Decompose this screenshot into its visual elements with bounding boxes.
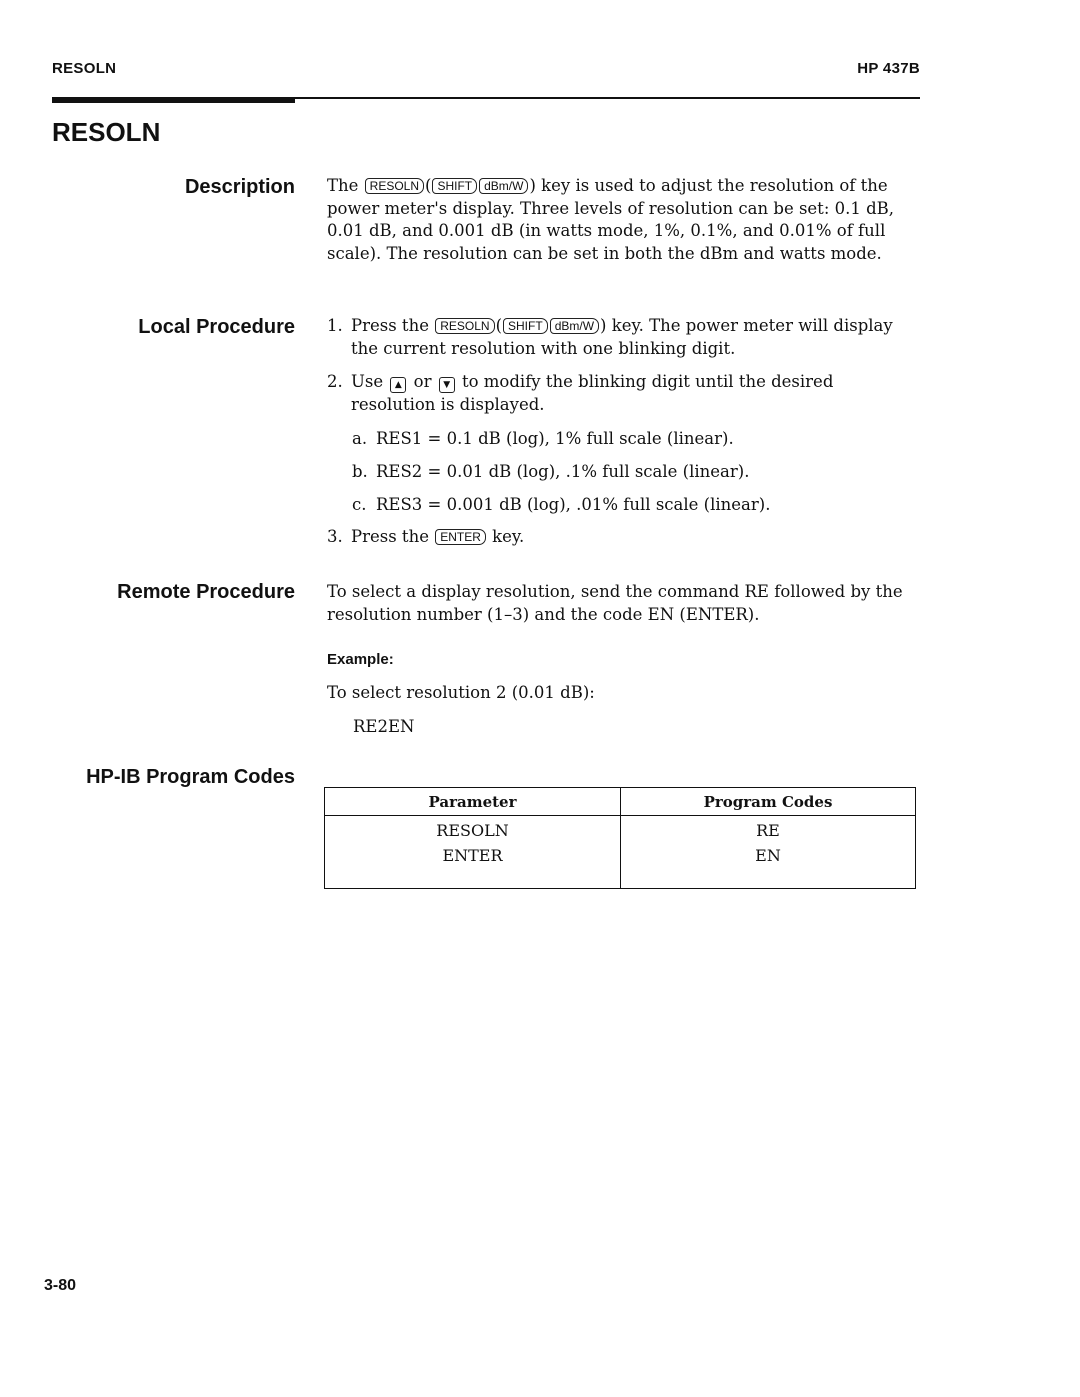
step-2-use: Use	[351, 372, 384, 391]
sub-item-label: c.	[352, 495, 367, 514]
sub-item-a	[352, 428, 912, 451]
down-arrow-key-icon: ▼	[439, 377, 455, 393]
table-header-program-codes: Program Codes	[621, 788, 916, 816]
example-code: RE2EN	[353, 717, 415, 736]
step-2-text: to modify the blinking digit until the desired resolution is displayed.	[351, 372, 834, 414]
step-3-lead: Press the	[351, 527, 429, 546]
sub-item-text: RES3 = 0.001 dB (log), .01% full scale (linear).	[376, 495, 771, 514]
local-step-2	[327, 371, 912, 416]
section-heading-program-codes: HP-IB Program Codes	[86, 766, 295, 788]
table-body	[325, 816, 916, 889]
sub-item-label: a.	[352, 429, 368, 448]
step-2-or: or	[413, 372, 432, 391]
section-heading-description: Description	[184, 176, 295, 198]
running-header-right: HP 437B	[857, 60, 920, 77]
remote-paragraph: To select a display resolution, send the command RE followed by the resolution number (1–3) and the code EN (ENTER).	[327, 582, 903, 624]
shift-key: SHIFT	[432, 178, 477, 194]
step-1-text: key. The power meter will display the current resolution with one blinking digit.	[351, 316, 893, 358]
table-header-row	[325, 788, 916, 816]
page-title: RESOLN	[52, 117, 161, 147]
program-codes-table	[324, 787, 916, 889]
step-number: 1.	[327, 316, 343, 335]
resoln-key: RESOLN	[435, 318, 494, 334]
table-cell: EN	[755, 846, 781, 865]
example-text: To select resolution 2 (0.01 dB):	[327, 683, 595, 702]
sub-item-b	[352, 461, 912, 484]
description-paragraph: The RESOLN ( SHIFT dBm/W ) key is used to adjust the resolution of the power meter's display. Three levels of resolution can be set: 0.1 dB, 0.01 dB, and 0.001 dB (in watts mode, 1%, 0.1%, and 0.01% of full scale). The resolution can be set in both the dBm and watts mode.	[327, 176, 895, 263]
dbmw-key: dBm/W	[550, 318, 599, 334]
local-step-3	[327, 526, 912, 549]
resoln-key: RESOLN	[365, 178, 424, 194]
up-arrow-key-icon: ▲	[390, 377, 406, 393]
sub-item-text: RES1 = 0.1 dB (log), 1% full scale (linear).	[376, 429, 734, 448]
header-thin-rule	[295, 97, 920, 99]
sub-item-label: b.	[352, 462, 368, 481]
header-thick-rule	[52, 97, 295, 103]
step-3-text: key.	[492, 527, 525, 546]
running-header-left: RESOLN	[52, 60, 117, 77]
table-cell: RE	[756, 821, 780, 840]
step-number: 3.	[327, 527, 343, 546]
sub-item-text: RES2 = 0.01 dB (log), .1% full scale (linear).	[376, 462, 750, 481]
page-number: 3-80	[44, 1277, 77, 1294]
local-step-1: 1. Press the RESOLN ( SHIFT dBm/W ) key. The power meter will display the current resolution with one blinking digit.	[327, 316, 893, 358]
sub-item-c	[352, 494, 912, 517]
dbmw-key: dBm/W	[479, 178, 528, 194]
section-heading-local-procedure: Local Procedure	[138, 316, 295, 338]
example-label: Example:	[327, 651, 394, 668]
description-text: key is used to adjust the resolution of the power meter's display. Three levels of resolution can be set: 0.1 dB, 0.01 dB, and 0.001 dB (in watts mode, 1%, 0.1%, and 0.01% of full scale). The resolution can be set in both the dBm and watts mode.	[327, 176, 895, 263]
description-lead: The	[327, 176, 359, 195]
step-number: 2.	[327, 372, 343, 391]
table-header-parameter: Parameter	[325, 788, 621, 816]
table-cell: ENTER	[442, 846, 503, 865]
step-1-lead: Press the	[351, 316, 429, 335]
table-cell: RESOLN	[436, 821, 509, 840]
section-heading-remote-procedure: Remote Procedure	[117, 581, 295, 603]
enter-key: ENTER	[435, 529, 486, 545]
shift-key: SHIFT	[503, 318, 548, 334]
